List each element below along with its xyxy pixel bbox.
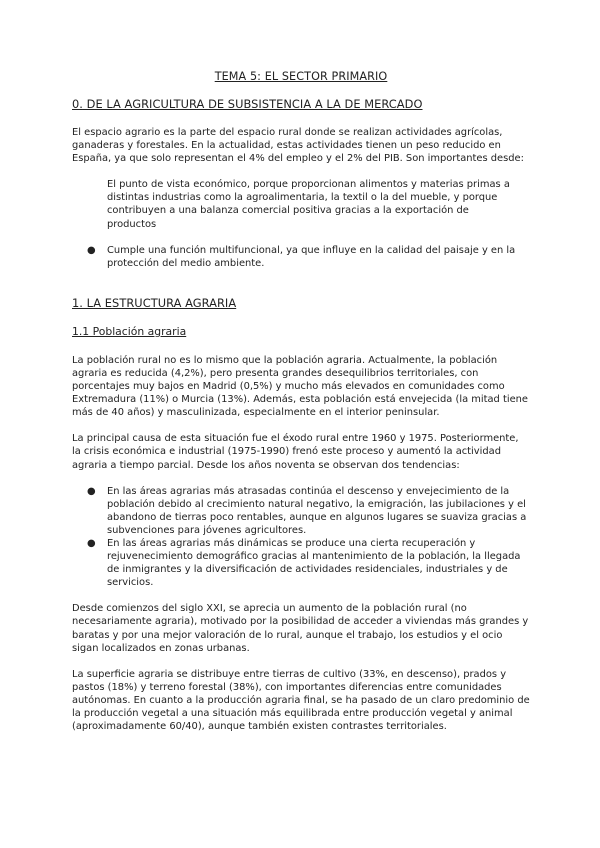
list-item-text: Cumple una función multifuncional, ya que influye en la calidad del paisaje y en la protección del medio ambiente. — [107, 244, 516, 269]
list-item — [72, 537, 530, 589]
list-item — [72, 244, 530, 270]
section-0-heading — [72, 97, 530, 111]
section-1-paragraph-1: La población rural no es lo mismo que la población agraria. Actualmente, la población agraria es reducida (4,2%), pero presenta grandes desequilibrios territoriales, con porcentajes muy bajos en Madrid (0,5%) y mucho más elevados en comunidades como Extremadura (11%) o Murcia (13%). Además, esta población está envejecida (la mitad tiene más de 40 años) y masculinizada, especialmente en el interior peninsular. — [72, 354, 528, 419]
section-0-bullet-list — [72, 244, 530, 270]
section-1-heading — [72, 296, 530, 310]
section-0-intro: El espacio agrario es la parte del espacio rural donde se realizan actividades agrícolas, ganaderas y forestales. En la actualidad, estas actividades tienen un peso reducido en España, ya que solo representan el 4% del empleo y el 2% del PIB. Son importantes desde: — [72, 127, 524, 165]
bullet-icon: ● — [87, 244, 96, 256]
bullet-icon: ● — [87, 537, 96, 549]
section-1-paragraph-2: La principal causa de esta situación fue el éxodo rural entre 1960 y 1975. Posteriormente, la crisis económica e industrial (1975-1990) frenó este proceso y aumentó la actividad agraria a tiempo parcial. Desde los años noventa se observan dos tendencias: — [72, 433, 519, 471]
section-1-heading-text: 1. LA ESTRUCTURA AGRARIA — [72, 295, 237, 310]
section-1-paragraph-4: La superficie agraria se distribuye entre tierras de cultivo (33%, en descenso), prados y pastos (18%) y terreno forestal (38%), con importantes diferencias entre comunidades autónomas. En cuanto a la producción agraria final, se ha pasado de un claro predominio de la producción vegetal a una situación más equilibrada entre producción vegetal y animal (aproximadamente 60/40), aunque también existen contrastes territoriales. — [72, 668, 530, 733]
section-1-bullet-list — [72, 485, 530, 590]
subsection-1-1-heading: 1.1 Población agraria — [72, 324, 187, 338]
list-item-text: En las áreas agrarias más dinámicas se produce una cierta recuperación y rejuvenecimiento demográfico gracias al mantenimiento de la población, la llegada de inmigrantes y la diversificación de actividades residenciales, industriales y de servicios. — [107, 537, 521, 589]
section-0-number: 0. — [72, 97, 83, 111]
list-item-text: En las áreas agrarias más atrasadas continúa el descenso y envejecimiento de la población debido al crecimiento natural negativo, la emigración, las jubilaciones y el abandono de tierras poco rentables, aunque en algunos lugares se suaviza gracias a subvenciones para jóvenes agricultores. — [107, 485, 527, 536]
bullet-icon: ● — [87, 485, 96, 497]
section-0-indented-paragraph: El punto de vista económico, porque proporcionan alimentos y materias primas a distintas industrias como la agroalimentaria, la textil o la del mueble, y porque contribuyen a una balanza comercial positiva gracias a la exportación de productos — [107, 179, 510, 230]
list-item — [72, 485, 530, 537]
document-title: TEMA 5: EL SECTOR PRIMARIO — [214, 70, 388, 83]
section-1-paragraph-3: Desde comienzos del siglo XXI, se aprecia un aumento de la población rural (no necesariamente agraria), motivado por la posibilidad de acceder a viviendas más grandes y baratas y por una mejor valoración de lo rural, aunque el trabajo, los estudios y el ocio sigan localizados en zonas urbanas. — [72, 603, 529, 654]
section-0-heading-text: DE LA AGRICULTURA DE SUBSISTENCIA A LA DE MERCADO — [82, 97, 423, 111]
